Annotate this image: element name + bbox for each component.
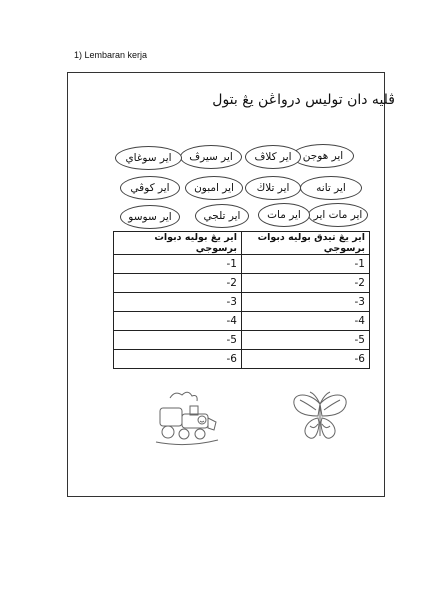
answer-cell[interactable]: -1 [242,255,370,274]
answer-cell[interactable]: -6 [242,350,370,369]
word-bubble: اير سيرڤ [180,145,242,169]
answer-cell[interactable]: -2 [114,274,242,293]
column-header-cannot-drink: اير يڠ تيدق بوليه دبوات برسوجي [242,232,370,255]
word-bubble: اير تلاڬ [245,176,301,200]
word-bubble: اير مات اير [308,203,368,227]
worksheet-heading: 1) Lembaran kerja [74,50,148,60]
word-bubble: اير مات [258,203,310,227]
answer-cell[interactable]: -4 [242,312,370,331]
train-illustration [150,388,225,450]
word-bubble: اير كوڤي [120,176,180,200]
word-bubbles [0,0,425,230]
table-row [114,293,370,312]
answer-cell[interactable]: -3 [114,293,242,312]
column-header-can-drink: اير يڠ بوليه دبوات برسوجي [114,232,242,255]
answer-table [113,231,370,369]
table-row [114,255,370,274]
answer-cell[interactable]: -4 [114,312,242,331]
worksheet-title: ڤليه دان توليس درواڠن يڠ بتول [212,92,395,108]
word-bubble: اير سوغاي [115,146,182,170]
butterfly-illustration [288,390,352,444]
word-bubble: اير هوجن [292,144,354,168]
word-bubble: اير تلجي [195,204,249,228]
table-row [114,274,370,293]
table-row [114,350,370,369]
table-row [114,331,370,350]
table-header-row [114,232,370,255]
answer-cell[interactable]: -2 [242,274,370,293]
word-bubble: اير سوسو [120,205,180,229]
word-bubble: اير كلاڤ [245,145,301,169]
answer-cell[interactable]: -3 [242,293,370,312]
word-bubble: اير امبون [185,176,243,200]
answer-cell[interactable]: -5 [114,331,242,350]
answer-cell[interactable]: -6 [114,350,242,369]
word-bubble: اير تانه [300,176,362,200]
table-row [114,312,370,331]
answer-cell[interactable]: -5 [242,331,370,350]
answer-cell[interactable]: -1 [114,255,242,274]
